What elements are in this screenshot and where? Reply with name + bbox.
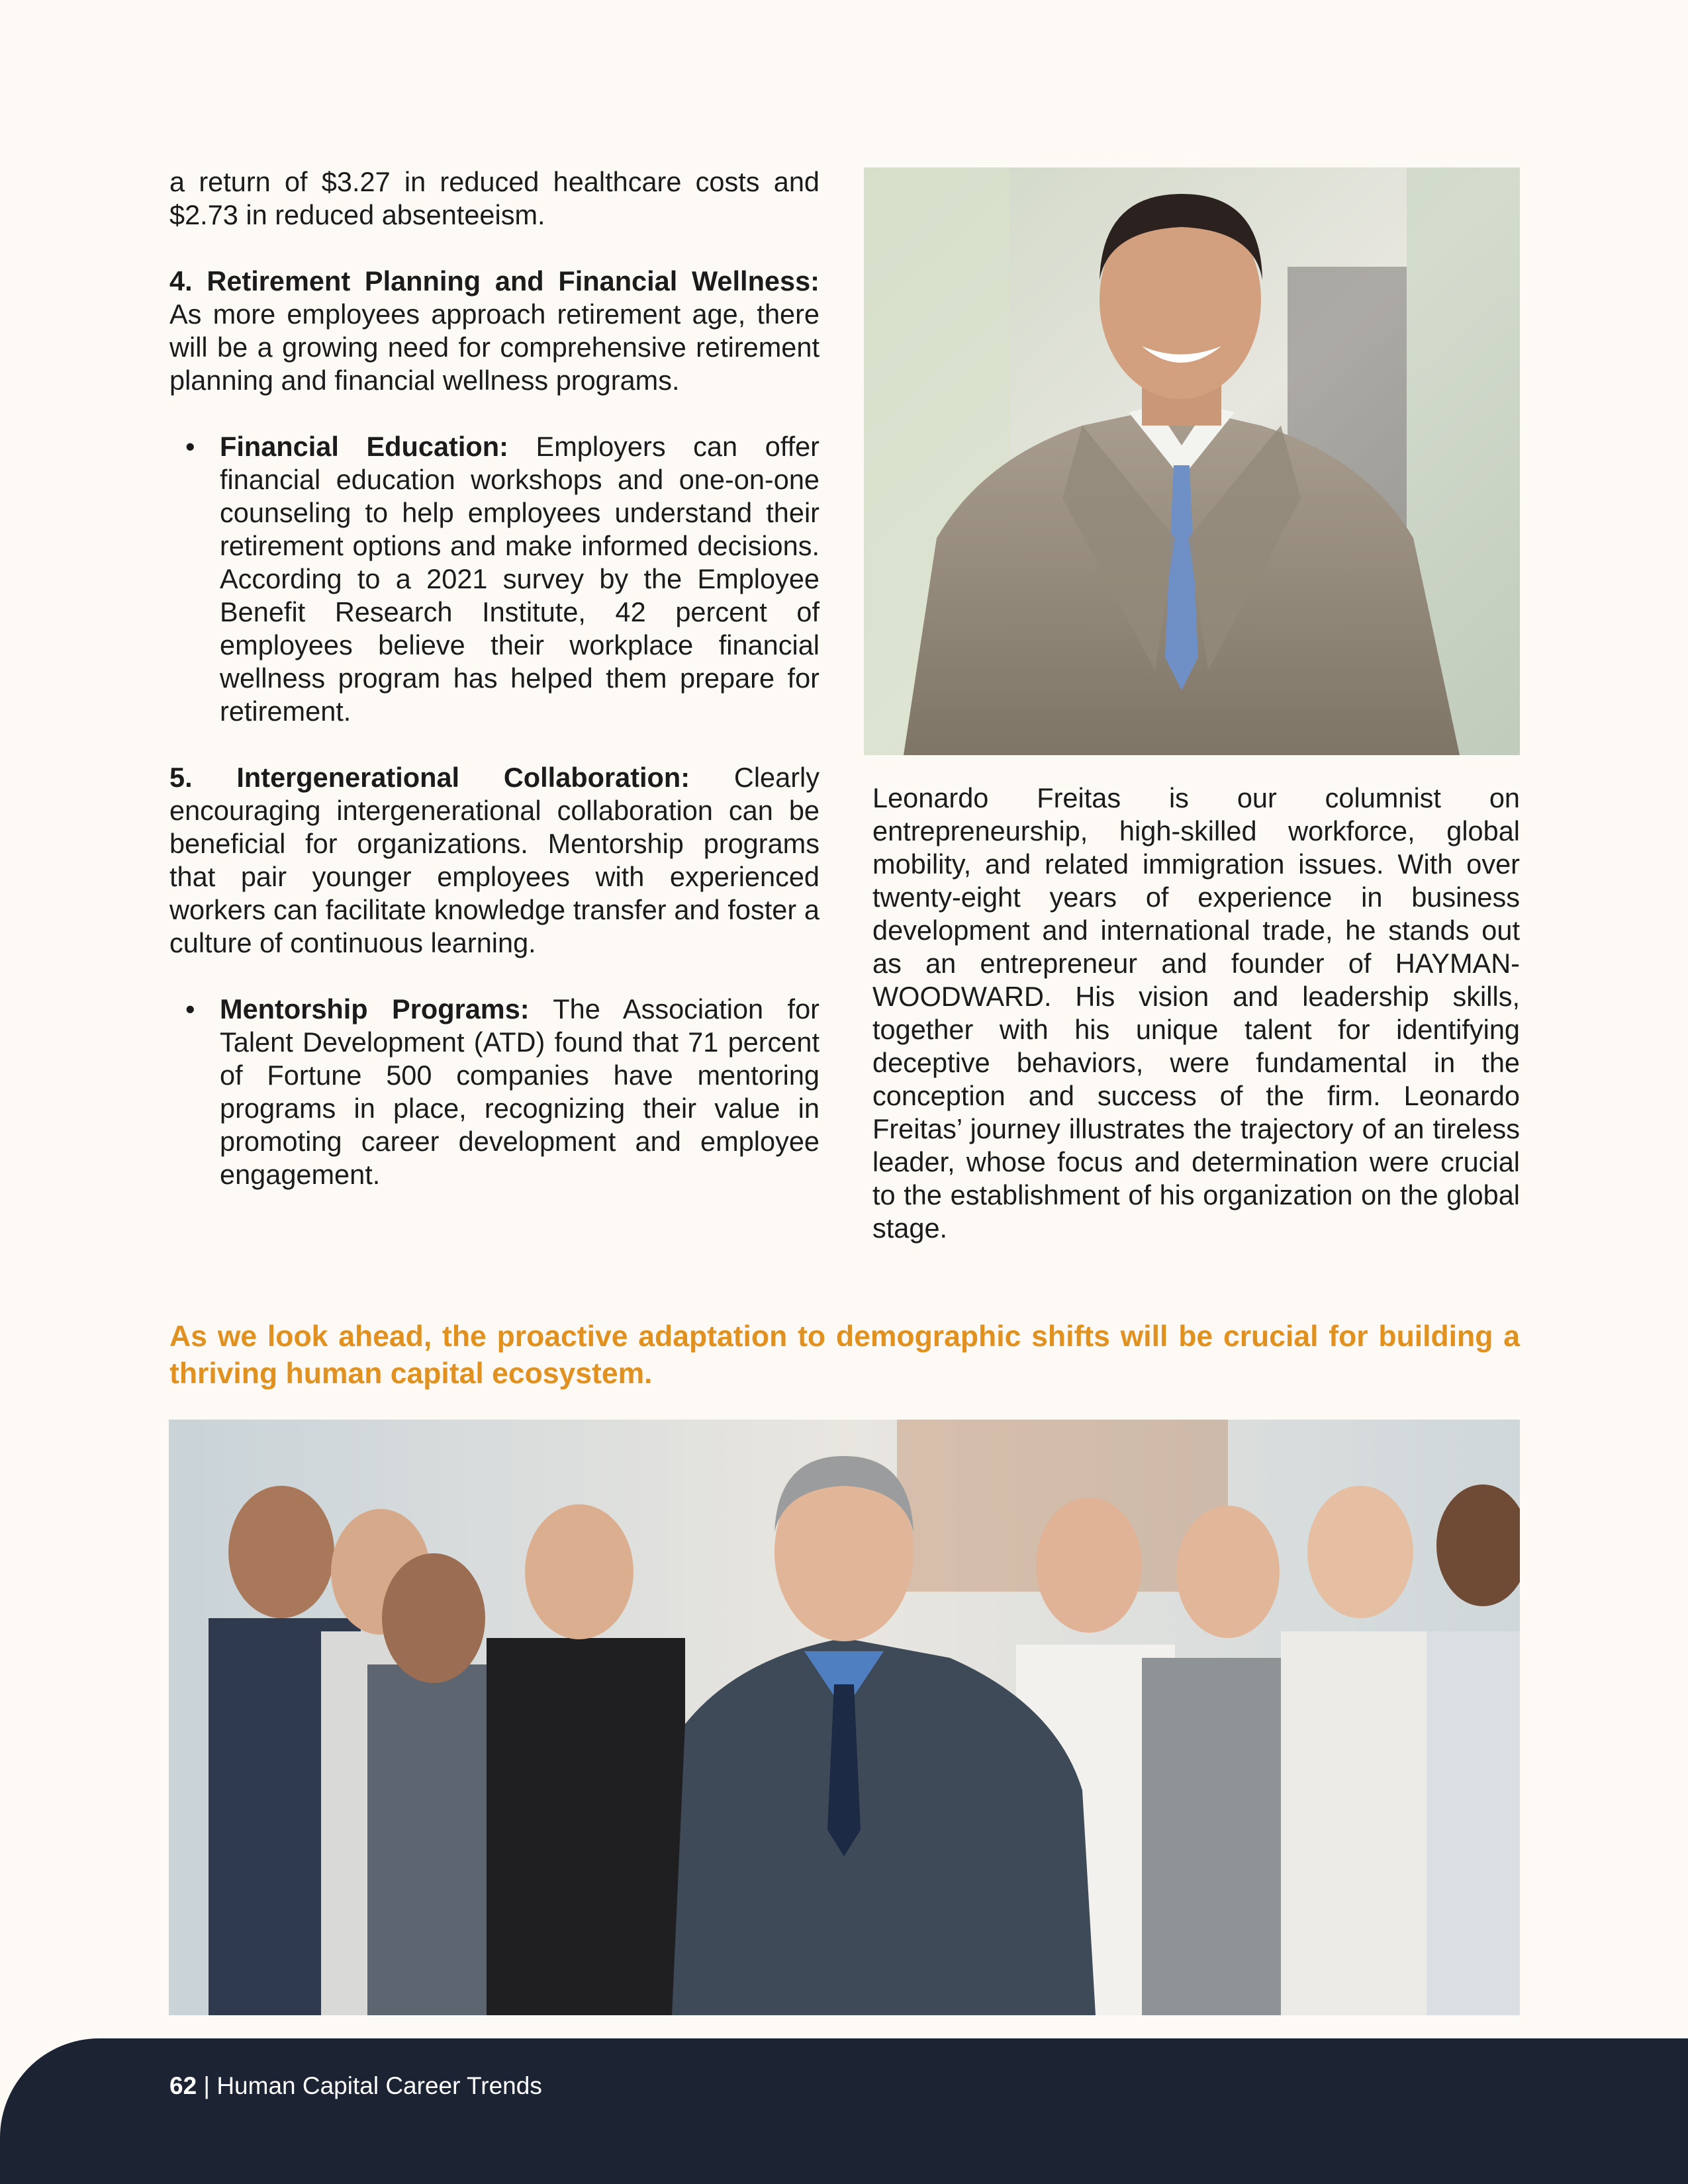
page-number: 62 xyxy=(169,2072,197,2099)
bullet-financial-education xyxy=(169,430,820,728)
portrait-photo xyxy=(864,167,1520,755)
left-column xyxy=(169,165,820,1191)
bullet-icon: • xyxy=(185,431,195,462)
section-heading: 4. Retirement Planning and Financial Wellness: xyxy=(169,265,820,296)
section-body: As more employees approach retirement age, there will be a growing need for comprehensive retirement planning and financial wellness programs. xyxy=(169,298,820,396)
publication-title: Human Capital Career Trends xyxy=(216,2072,542,2099)
bullet-body: Employers can offer financial education workshops and one-on-one counseling to help employees understand their retirement options and make informed decisions. According to a 2021 survey by the Employee Benefit Research Institute, 42 percent of employees believe their workplace financial wellness program has helped them prepare for retirement. xyxy=(220,431,820,727)
team-group-photo xyxy=(169,1420,1520,2015)
section-heading: 5. Intergenerational Collaboration: xyxy=(169,762,690,793)
footer-text xyxy=(169,2071,542,2101)
bullet-body: The Association for Talent Development (ATD) found that 71 percent of Fortune 500 companies have mentoring programs in place, recognizing their value in promoting career development and employee engagement. xyxy=(220,993,820,1190)
columnist-bio: Leonardo Freitas is our columnist on entrepreneurship, high-skilled workforce, global mobility, and related immigration issues. With over twenty-eight years of experience in business development and international trade, he stands out as an entrepreneur and founder of HAYMAN-WOODWARD. His vision and leadership skills, together with his unique talent for identifying deceptive behaviors, were fundamental in the conception and success of the firm. Leonardo Freitas’ journey illustrates the trajectory of an tireless leader, whose focus and determination were crucial to the establishment of his organization on the global stage. xyxy=(872,782,1520,1244)
bullet-mentorship-programs xyxy=(169,993,820,1191)
footer-bar xyxy=(0,2038,1688,2184)
section-body: Clearly encouraging intergenerational collaboration can be beneficial for organizations. Mentorship programs that pair younger employees with experienced workers can facilitate knowledge transfer and foster a culture of continuous learning. xyxy=(169,762,820,958)
section-retirement-planning xyxy=(169,265,820,397)
section-intergenerational-collaboration xyxy=(169,761,820,960)
bullet-label: Mentorship Programs: xyxy=(220,993,530,1024)
intro-paragraph: a return of $3.27 in reduced healthcare costs and $2.73 in reduced absenteeism. xyxy=(169,166,820,230)
footer-separator: | xyxy=(197,2072,217,2099)
highlight-callout: As we look ahead, the proactive adaptation to demographic shifts will be crucial for building a thriving human capital ecosystem. xyxy=(169,1320,1520,1390)
bullet-label: Financial Education: xyxy=(220,431,508,462)
bullet-icon: • xyxy=(185,993,195,1024)
